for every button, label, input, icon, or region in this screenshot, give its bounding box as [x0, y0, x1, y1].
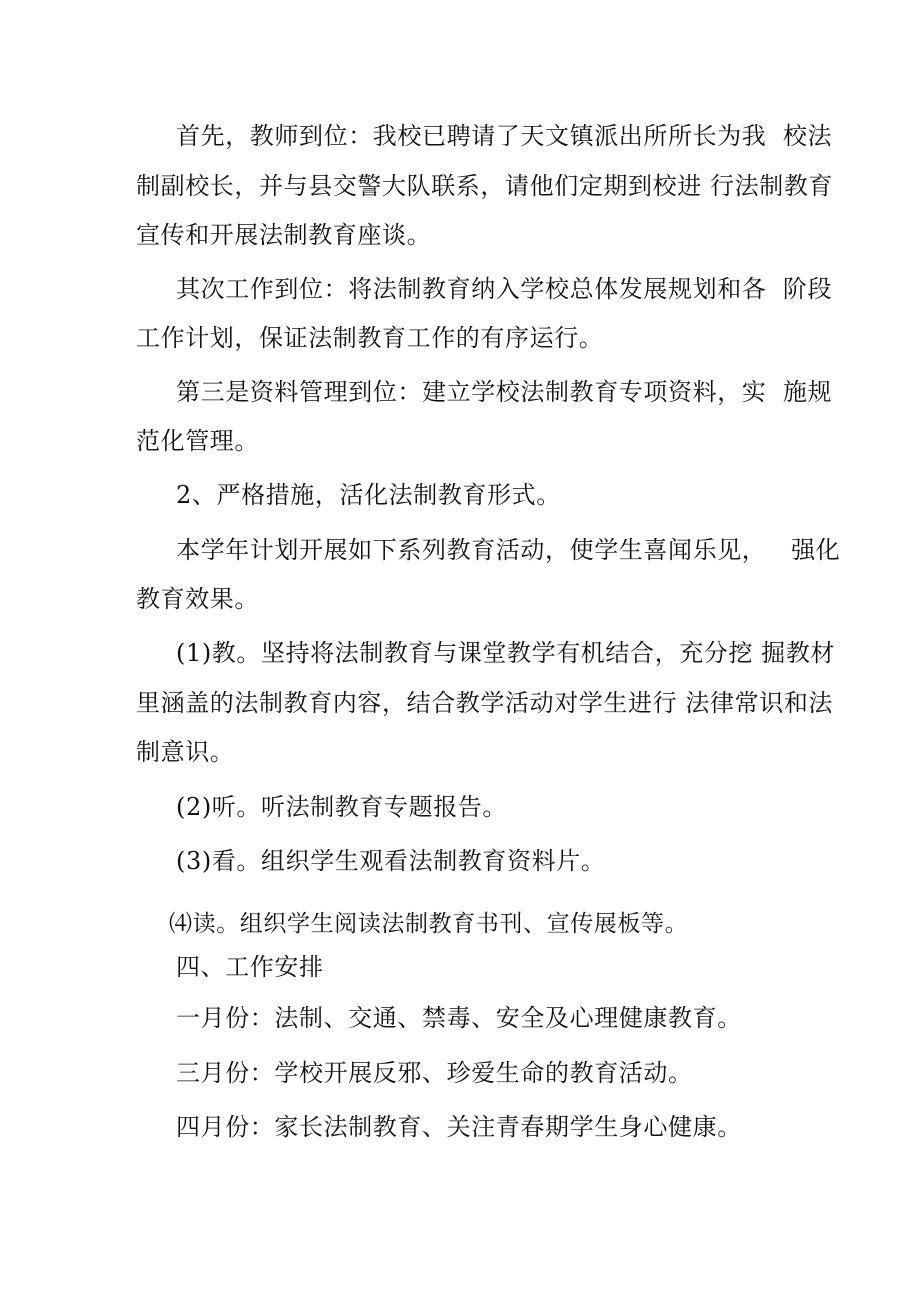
schedule-january: 一月份：法制、交通、禁毒、安全及心理健康教育。 [176, 1004, 742, 1032]
paragraph-3-line-1: 第三是资料管理到位：建立学校法制教育专项资料，实 施规 [176, 378, 833, 406]
item-3: (3)看。组织学生观看法制教育资料片。 [176, 847, 606, 875]
paragraph-1-line-2: 制副校长，并与县交警大队联系，请他们定期到校进 行法制教育 [136, 172, 834, 200]
paragraph-4-line-2: 教育效果。 [136, 585, 259, 613]
paragraph-4-line-1: 本学年计划开展如下系列教育活动，使学生喜闻乐见， 强化 [176, 536, 841, 564]
schedule-april: 四月份：家长法制教育、关注青春期学生身心健康。 [176, 1113, 742, 1141]
item-1-line-2: 里涵盖的法制教育内容，结合教学活动对学生进行 法律常识和法 [136, 689, 834, 717]
paragraph-3-line-2: 范化管理。 [136, 427, 259, 455]
paragraph-1-line-3: 宣传和开展法制教育座谈。 [136, 221, 432, 249]
item-1-line-3: 制意识。 [136, 738, 235, 766]
item-2: (2)听。听法制教育专题报告。 [176, 793, 507, 821]
item-1-line-1: (1)教。坚持将法制教育与课堂教学有机结合，充分挖 掘教材 [176, 639, 836, 667]
section-4-heading: 四、工作安排 [176, 953, 324, 981]
item-4: ⑷读。组织学生阅读法制教育书刊、宣传展板等。 [169, 911, 689, 937]
paragraph-2-line-1: 其次工作到位：将法制教育纳入学校总体发展规划和各 阶段 [176, 275, 833, 303]
section-2-heading: 2、严格措施，活化法制教育形式。 [176, 481, 561, 509]
paragraph-2-line-2: 工作计划，保证法制教育工作的有序运行。 [136, 324, 604, 352]
paragraph-1-line-1: 首先，教师到位：我校已聘请了天文镇派出所所长为我 校法 [176, 122, 833, 150]
schedule-march: 三月份：学校开展反邪、珍爱生命的教育活动。 [176, 1059, 693, 1087]
